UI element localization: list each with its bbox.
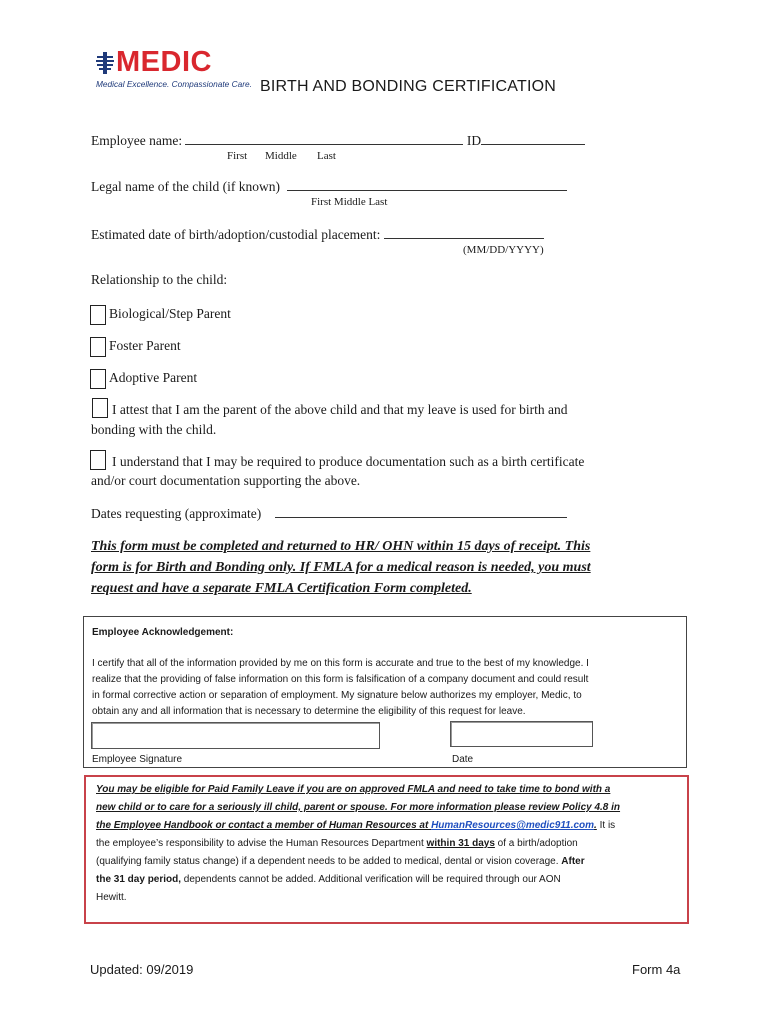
ack-line-2: realize that the providing of false information on this form is falsification of a company document and could result xyxy=(92,674,589,685)
pfl-line-5-a: (qualifying family status change) if a dependent needs to be added to medical, dental or vision coverage. xyxy=(96,856,562,867)
employee-sub-last: Last xyxy=(317,150,336,162)
pfl-line-3-tail: It is xyxy=(596,820,616,831)
child-name-field[interactable] xyxy=(287,178,567,191)
employee-id-label: ID xyxy=(466,133,482,148)
medical-cross-icon xyxy=(96,52,114,74)
ack-line-4: obtain any and all information that is necessary to determine the eligibility of this request for leave. xyxy=(92,706,526,717)
notice-line-3: request and have a separate FMLA Certification Form completed. xyxy=(91,581,472,596)
understand-checkbox[interactable] xyxy=(90,450,106,470)
date-format: (MM/DD/YYYY) xyxy=(463,244,544,256)
pfl-line-6 xyxy=(96,871,676,889)
dates-requesting-row xyxy=(91,505,567,522)
employee-sub-first: First xyxy=(227,150,248,162)
foster-parent-checkbox[interactable] xyxy=(90,337,106,357)
pfl-line-6-b: dependents cannot be added. Additional verification will be required through our AON xyxy=(181,874,561,885)
pfl-line-5 xyxy=(96,853,676,871)
pfl-line-7: Hewitt. xyxy=(96,892,127,903)
adoptive-parent-checkbox[interactable] xyxy=(90,369,106,389)
attest-line-2: bonding with the child. xyxy=(91,422,217,437)
child-name-label: Legal name of the child (if known) xyxy=(91,179,280,194)
logo-wordmark: MEDIC xyxy=(116,46,212,78)
pfl-after: After xyxy=(561,856,585,867)
signature-date-label: Date xyxy=(452,754,474,765)
employee-id-field[interactable] xyxy=(481,132,585,145)
attest-line-1: I attest that I am the parent of the above child and that my leave is used for birth and xyxy=(112,402,568,417)
notice-line-2: form is for Birth and Bonding only. If FMLA for a medical reason is needed, you must xyxy=(91,560,591,575)
foster-parent-label: Foster Parent xyxy=(109,338,181,353)
dates-requesting-field[interactable] xyxy=(275,505,567,518)
ack-line-3: in formal corrective action or separation of employment. My signature below authorizes my employer, Medic, to xyxy=(92,690,582,701)
date-row xyxy=(91,226,544,243)
employee-name-field[interactable] xyxy=(185,132,463,145)
ack-line-1: I certify that all of the information provided by me on this form is accurate and true to the best of my knowledge. I xyxy=(92,658,589,669)
pfl-line-4-b: of a birth/adoption xyxy=(494,838,578,849)
attest-checkbox[interactable] xyxy=(92,398,108,418)
employee-name-row xyxy=(91,132,585,149)
adoptive-parent-label: Adoptive Parent xyxy=(109,370,198,385)
child-name-sub: First Middle Last xyxy=(311,196,388,208)
biological-parent-checkbox[interactable] xyxy=(90,305,106,325)
document-title: BIRTH AND BONDING CERTIFICATION xyxy=(260,78,557,95)
hr-email-link[interactable]: HumanResources@medic911.com xyxy=(431,820,595,831)
pfl-line-4 xyxy=(96,835,676,853)
child-name-row xyxy=(91,178,567,195)
employee-name-label: Employee name: xyxy=(91,133,183,148)
relationship-label: Relationship to the child: xyxy=(91,272,228,287)
acknowledgement-text xyxy=(92,656,680,720)
return-notice xyxy=(91,536,681,599)
employee-sub-middle: Middle xyxy=(265,150,297,162)
footer-form-number: Form 4a xyxy=(632,962,681,977)
employee-signature-label: Employee Signature xyxy=(92,754,183,765)
pfl-line-1: You may be eligible for Paid Family Leave if you are on approved FMLA and need to take time to bond with a xyxy=(96,784,611,795)
pfl-31-day-period: the 31 day period, xyxy=(96,874,182,885)
dates-requesting-label: Dates requesting (approximate) xyxy=(91,506,262,521)
notice-line-1: This form must be completed and returned to HR/ OHN within 15 days of receipt. This xyxy=(91,539,591,554)
pfl-line-4-a: the employee’s responsibility to advise the Human Resources Department xyxy=(96,838,427,849)
pfl-line-3 xyxy=(96,817,676,835)
signature-date-field[interactable] xyxy=(450,721,593,747)
understand-line-1: I understand that I may be required to produce documentation such as a birth certificate xyxy=(112,454,585,469)
paid-family-leave-text xyxy=(96,781,676,907)
medic-logo xyxy=(96,48,256,94)
pfl-line-3-period: . xyxy=(594,820,597,831)
biological-parent-label: Biological/Step Parent xyxy=(109,306,231,321)
understand-line-2: and/or court documentation supporting the above. xyxy=(91,473,361,488)
date-label: Estimated date of birth/adoption/custodial placement: xyxy=(91,227,381,242)
footer-updated: Updated: 09/2019 xyxy=(90,962,194,977)
pfl-line-2: new child or to care for a seriously ill child, parent or spouse. For more information please review Policy 4.8 in xyxy=(96,802,621,813)
pfl-within-31-days: within 31 days xyxy=(426,838,495,849)
pfl-line-3-text: the Employee Handbook or contact a member of Human Resources at xyxy=(96,820,432,831)
logo-tagline: Medical Excellence. Compassionate Care. xyxy=(96,79,252,89)
acknowledgement-heading: Employee Acknowledgement: xyxy=(92,627,234,638)
employee-signature-field[interactable] xyxy=(91,722,380,749)
date-field[interactable] xyxy=(384,226,544,239)
